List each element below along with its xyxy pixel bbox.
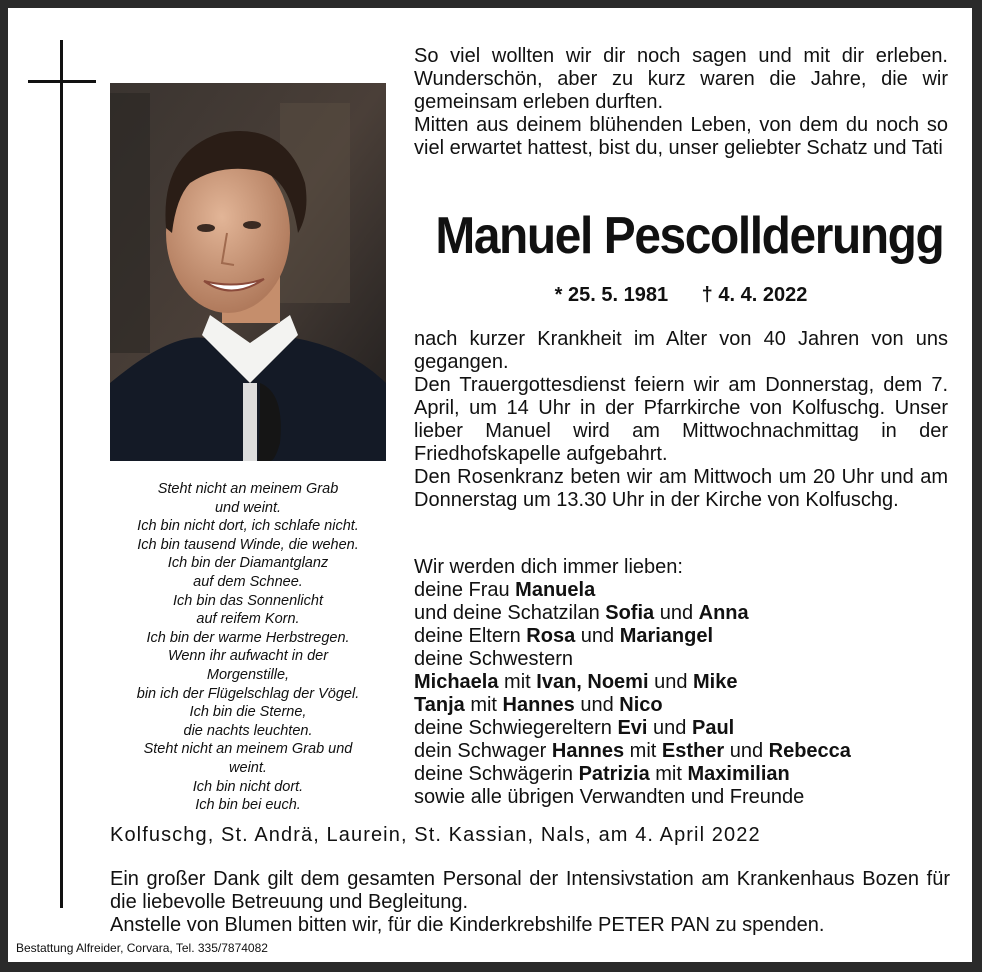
poem-line: und weint. (214, 499, 282, 516)
family-line: deine Schwiegereltern Evi und Paul (414, 717, 735, 739)
poem-line: auf dem Schnee. (193, 573, 303, 590)
intro-paragraph: Mitten aus deinem blühenden Leben, von dem du noch so viel erwartet hattest, bist du, unser geliebter Schatz und Tati (414, 114, 948, 159)
notice-paragraph: Den Trauergottesdienst feiern wir am Donnerstag, dem 7. April, um 14 Uhr in der Pfarrkirche von Kolfuschg. Unser lieber Manuel wird am Mittwochnachmittag in der Friedhofskapelle aufgebahrt. (414, 374, 948, 465)
poem-line: Ich bin bei euch. (195, 797, 301, 814)
poem-line: auf reifem Korn. (196, 611, 300, 628)
family-line: sowie alle übrigen Verwandten und Freunde (414, 786, 805, 808)
poem-line: Ich bin die Sterne, (189, 704, 307, 721)
family-line: Tanja mit Hannes und Nico (414, 694, 663, 716)
intro-paragraph: So viel wollten wir dir noch sagen und mit dir erleben. Wunderschön, aber zu kurz waren die Jahre, die wir gemeinsam erleben durften. (414, 45, 948, 113)
death-date: † 4. 4. 2022 (701, 284, 808, 306)
poem-line: Ich bin tausend Winde, die wehen. (137, 536, 359, 553)
family-heading: Wir werden dich immer lieben: (414, 556, 683, 578)
poem-line: Ich bin der warme Herbstregen. (146, 629, 350, 646)
notice-paragraph: Den Rosenkranz beten wir am Mittwoch um 20 Uhr und am Donnerstag um 13.30 Uhr in der Kirche von Kolfuschg. (414, 466, 948, 511)
cross-icon (60, 40, 63, 908)
thanks-paragraph: Ein großer Dank gilt dem gesamten Personal der Intensivstation am Krankenhaus Bozen für die liebevolle Betreuung und Begleitung. (110, 868, 950, 913)
deceased-name: Manuel Pescollderungg (435, 207, 944, 265)
poem-line: Ich bin der Diamantglanz (167, 555, 329, 572)
places-date: Kolfuschg, St. Andrä, Laurein, St. Kassian, Nals, am 4. April 2022 (110, 824, 761, 846)
notice-text (414, 328, 948, 512)
poem-line: Wenn ihr aufwacht in der (167, 648, 329, 665)
portrait-photo (110, 83, 386, 461)
poem-line: weint. (229, 759, 267, 776)
family-line: deine Schwägerin Patrizia mit Maximilian (414, 763, 790, 785)
funeral-home-footer: Bestattung Alfreider, Corvara, Tel. 335/7874082 (16, 941, 268, 955)
poem-line: Steht nicht an meinem Grab (157, 481, 339, 497)
birth-date: * 25. 5. 1981 (554, 284, 669, 306)
life-dates (414, 282, 948, 308)
family-line: dein Schwager Hannes mit Esther und Rebecca (414, 740, 851, 762)
family-line: deine Eltern Rosa und Mariangel (414, 625, 714, 647)
family-line: und deine Schatzilan Sofia und Anna (414, 602, 749, 624)
intro-text (414, 45, 948, 160)
poem-line: Ich bin nicht dort. (192, 778, 304, 795)
cross-icon-bar (28, 80, 96, 83)
poem-line: Ich bin das Sonnenlicht (173, 592, 323, 609)
family-list (414, 556, 948, 809)
family-line: Michaela mit Ivan, Noemi und Mike (414, 671, 738, 693)
poem-line: bin ich der Flügelschlag der Vögel. (136, 685, 360, 702)
family-line: deine Frau Manuela (414, 579, 596, 601)
poem-line: Steht nicht an meinem Grab und (143, 741, 353, 758)
obituary-card (8, 8, 972, 962)
thanks-text (110, 868, 950, 937)
family-line: deine Schwestern (414, 648, 573, 670)
poem (106, 480, 390, 815)
thanks-paragraph: Anstelle von Blumen bitten wir, für die Kinderkrebshilfe PETER PAN zu spenden. (110, 914, 825, 936)
poem-line: die nachts leuchten. (183, 722, 313, 739)
notice-paragraph: nach kurzer Krankheit im Alter von 40 Jahren von uns gegangen. (414, 328, 948, 373)
poem-line: Ich bin nicht dort, ich schlafe nicht. (137, 518, 359, 535)
poem-line: Morgenstille, (206, 666, 290, 683)
